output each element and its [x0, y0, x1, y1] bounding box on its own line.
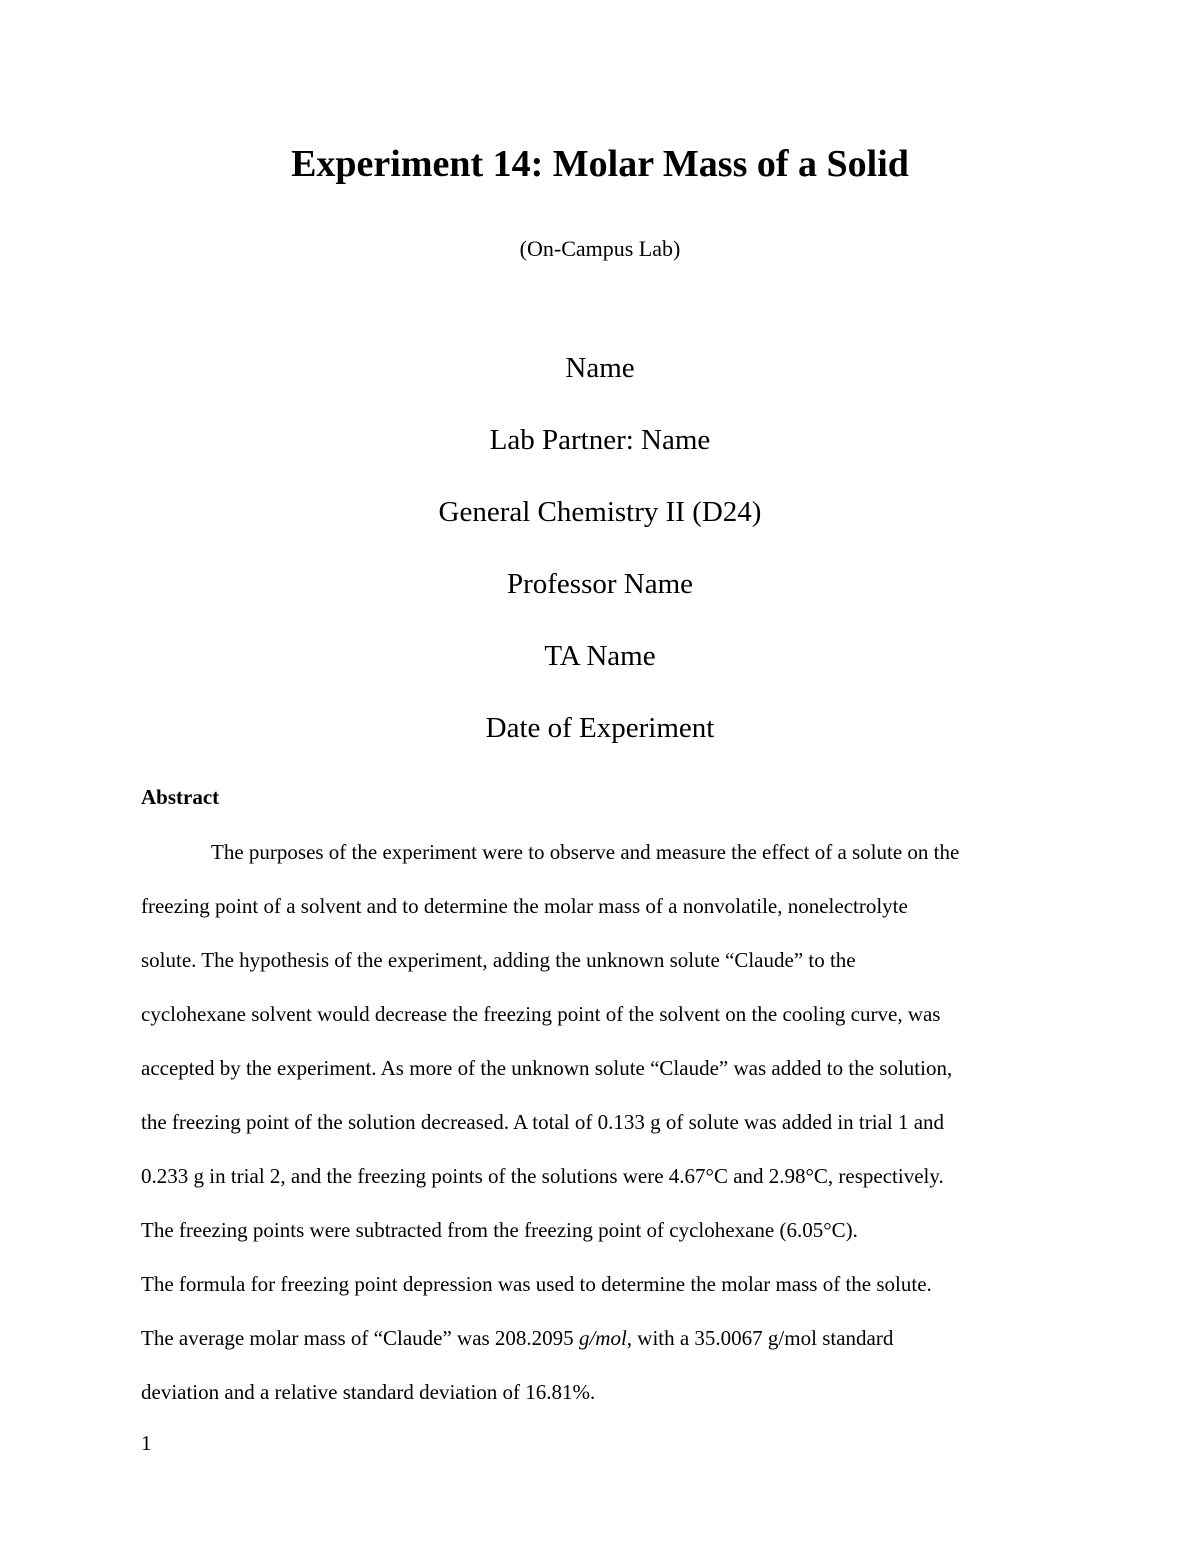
abstract-line-text: The average molar mass of “Claude” was 208.2095	[141, 1326, 579, 1350]
course-name: General Chemistry II (D24)	[438, 496, 762, 528]
molar-mass-unit: g/mol	[578, 1326, 627, 1350]
ta-name: TA Name	[544, 640, 656, 672]
abstract-line: cyclohexane solvent would decrease the freezing point of the solvent on the cooling curve, was	[141, 1002, 941, 1026]
page-number: 1	[141, 1431, 152, 1455]
abstract-line: The freezing points were subtracted from the freezing point of cyclohexane (6.05°C).	[141, 1218, 858, 1242]
abstract-line: The formula for freezing point depression was used to determine the molar mass of the solute.	[141, 1272, 932, 1296]
experiment-date: Date of Experiment	[485, 712, 715, 744]
abstract-line: solute. The hypothesis of the experiment, adding the unknown solute “Claude” to the	[141, 948, 856, 972]
abstract-line	[141, 1323, 893, 1353]
document-subtitle: (On-Campus Lab)	[519, 236, 681, 261]
lab-partner: Lab Partner: Name	[489, 424, 711, 456]
abstract-line: freezing point of a solvent and to determine the molar mass of a nonvolatile, nonelectrolyte	[141, 894, 908, 918]
abstract-line: deviation and a relative standard deviation of 16.81%.	[141, 1380, 596, 1404]
abstract-line: the freezing point of the solution decreased. A total of 0.133 g of solute was added in trial 1 and	[141, 1110, 945, 1134]
student-name: Name	[565, 352, 635, 384]
abstract-line: accepted by the experiment. As more of the unknown solute “Claude” was added to the solution,	[141, 1056, 953, 1080]
abstract-line-text: , with a 35.0067 g/mol standard	[626, 1326, 894, 1350]
abstract-heading: Abstract	[141, 785, 220, 809]
abstract-line: The purposes of the experiment were to observe and measure the effect of a solute on the	[211, 840, 960, 864]
document-title: Experiment 14: Molar Mass of a Solid	[291, 143, 909, 185]
professor-name: Professor Name	[506, 568, 694, 600]
abstract-line: 0.233 g in trial 2, and the freezing points of the solutions were 4.67°C and 2.98°C, respectively.	[141, 1164, 944, 1188]
